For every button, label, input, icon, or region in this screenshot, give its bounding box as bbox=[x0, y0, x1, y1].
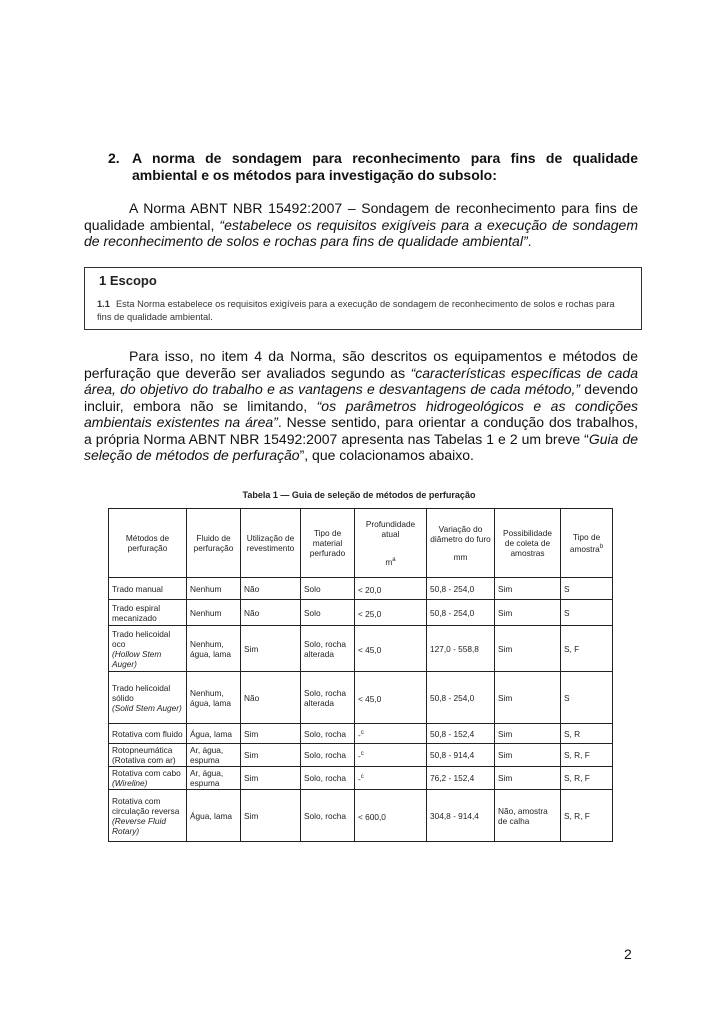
cell-fluid: Nenhum, água, lama bbox=[187, 672, 241, 724]
cell-sampling: Sim bbox=[495, 600, 561, 626]
table-row bbox=[109, 672, 613, 724]
cell-sample-type: S bbox=[561, 672, 613, 724]
methods-text-2: devendo incluir, embora não se limitando, bbox=[84, 381, 638, 414]
cell-fluid: Ar, água, espuma bbox=[187, 744, 241, 767]
section-heading bbox=[108, 150, 638, 184]
cell-casing: Não bbox=[241, 600, 301, 626]
header-sampling: Possibilidade de coleta de amostras bbox=[495, 509, 561, 578]
methods-quote-3: Guia de seleção de métodos de perfuração bbox=[84, 430, 638, 463]
scope-title: 1 Escopo bbox=[99, 273, 157, 288]
cell-sampling: Sim bbox=[495, 724, 561, 744]
header-casing: Utilização de revestimento bbox=[241, 509, 301, 578]
header-depth-unit: $m^a$ bbox=[385, 556, 396, 567]
cell-diameter: 50,8 - 914,4 bbox=[427, 744, 495, 767]
intro-text: A Norma ABNT NBR 15492:2007 – Sondagem de reconhecimento para fins de qualidade ambiental, bbox=[84, 200, 638, 233]
methods-text-3: . Nesse sentido, para orientar a condução dos trabalhos, a própria Norma ABNT NBR 15492:2007 apresenta nas Tabelas 1 e 2 um breve “ bbox=[84, 414, 638, 447]
cell-fluid: Nenhum bbox=[187, 600, 241, 626]
table-row bbox=[109, 790, 613, 842]
cell-sampling: Sim bbox=[495, 626, 561, 672]
cell-diameter: 50,8 - 254,0 bbox=[427, 578, 495, 600]
cell-sampling: Sim bbox=[495, 672, 561, 724]
cell-method: Rotativa com fluido bbox=[109, 724, 187, 744]
header-depth bbox=[355, 509, 427, 578]
cell-diameter: 304,8 - 914,4 bbox=[427, 790, 495, 842]
methods-text-4: ”, que colacionamos abaixo. bbox=[299, 447, 474, 463]
cell-sampling: Sim bbox=[495, 578, 561, 600]
cell-casing: Sim bbox=[241, 767, 301, 790]
header-method: Métodos de perfuração bbox=[109, 509, 187, 578]
section-title: A norma de sondagem para reconhecimento para fins de qualidade ambiental e os métodos para investigação do subsolo: bbox=[132, 150, 638, 183]
table-row bbox=[109, 600, 613, 626]
cell-diameter: 127,0 - 558,8 bbox=[427, 626, 495, 672]
cell-material: Solo, rocha bbox=[301, 724, 355, 744]
cell-fluid: Nenhum bbox=[187, 578, 241, 600]
header-diameter-unit: mm bbox=[453, 552, 468, 562]
intro-quote: “estabelece os requisitos exigíveis para a execução de sondagem de reconhecimento de solos e rochas para fins de qualidade ambiental” bbox=[84, 216, 638, 249]
cell-depth: < 20,0 bbox=[355, 578, 427, 600]
cell-depth: -$^c$ bbox=[355, 724, 427, 744]
table-caption: Tabela 1 — Guia de seleção de métodos de perfuração bbox=[242, 490, 476, 500]
cell-method: Trado helicoidal sólido (Solid Stem Auger) bbox=[109, 672, 187, 724]
cell-casing: Não bbox=[241, 578, 301, 600]
cell-material: Solo, rocha alterada bbox=[301, 672, 355, 724]
table-row bbox=[109, 744, 613, 767]
cell-material: Solo, rocha alterada bbox=[301, 626, 355, 672]
cell-material: Solo, rocha bbox=[301, 767, 355, 790]
cell-material: Solo bbox=[301, 600, 355, 626]
cell-sample-type: S bbox=[561, 578, 613, 600]
cell-diameter: 50,8 - 254,0 bbox=[427, 672, 495, 724]
cell-material: Solo bbox=[301, 578, 355, 600]
header-depth-label: Profundidade atual bbox=[365, 519, 416, 540]
methods-quote-1: “características específicas de cada área, do objetivo do trabalho e as vantagens e desvantagens de cada método,” bbox=[84, 364, 638, 397]
cell-casing: Não bbox=[241, 672, 301, 724]
cell-depth: < 45,0 bbox=[355, 626, 427, 672]
cell-method: Rotativa com circulação reversa (Reverse Fluid Rotary) bbox=[109, 790, 187, 842]
cell-material: Solo, rocha bbox=[301, 744, 355, 767]
cell-sampling: Sim bbox=[495, 767, 561, 790]
table-row bbox=[109, 626, 613, 672]
cell-method: Trado espiral mecanizado bbox=[109, 600, 187, 626]
cell-sample-type: S, F bbox=[561, 626, 613, 672]
cell-depth: -$^c$ bbox=[355, 744, 427, 767]
scope-item bbox=[97, 298, 627, 324]
cell-casing: Sim bbox=[241, 724, 301, 744]
cell-sampling: Sim bbox=[495, 744, 561, 767]
header-diameter-label: Variação do diâmetro do furo bbox=[430, 524, 491, 544]
cell-casing: Sim bbox=[241, 626, 301, 672]
cell-depth: < 600,0 bbox=[355, 790, 427, 842]
cell-casing: Sim bbox=[241, 790, 301, 842]
intro-paragraph bbox=[84, 200, 638, 250]
cell-diameter: 50,8 - 152,4 bbox=[427, 724, 495, 744]
cell-method: Rotopneumática (Rotativa com ar) bbox=[109, 744, 187, 767]
cell-sample-type: S, R bbox=[561, 724, 613, 744]
header-material: Tipo de material perfurado bbox=[301, 509, 355, 578]
cell-sample-type: S, R, F bbox=[561, 744, 613, 767]
cell-sampling: Não, amostra de calha bbox=[495, 790, 561, 842]
header-diameter bbox=[427, 509, 495, 578]
cell-depth: < 45,0 bbox=[355, 672, 427, 724]
scope-item-text: Esta Norma estabelece os requisitos exigíveis para a execução de sondagem de reconhecimento de solos e rochas para fins de qualidade ambiental. bbox=[97, 299, 615, 322]
cell-method: Rotativa com cabo (Wireline) bbox=[109, 767, 187, 790]
methods-paragraph bbox=[84, 348, 638, 464]
methods-text-1: Para isso, no item 4 da Norma, são descritos os equipamentos e métodos de perfuração que deverão ser avaliados segundo as bbox=[84, 348, 638, 381]
table-row bbox=[109, 767, 613, 790]
cell-diameter: 76,2 - 152,4 bbox=[427, 767, 495, 790]
scope-excerpt-box bbox=[84, 267, 642, 330]
cell-material: Solo, rocha bbox=[301, 790, 355, 842]
cell-depth: -$^c$ bbox=[355, 767, 427, 790]
cell-sample-type: S, R, F bbox=[561, 790, 613, 842]
page-number: 2 bbox=[624, 946, 632, 962]
cell-sample-type: S bbox=[561, 600, 613, 626]
cell-casing: Sim bbox=[241, 744, 301, 767]
cell-method: Trado helicoidal oco (Hollow Stem Auger) bbox=[109, 626, 187, 672]
cell-fluid: Nenhum, água, lama bbox=[187, 626, 241, 672]
cell-sample-type: S, R, F bbox=[561, 767, 613, 790]
header-sample-type: Tipo de amostra$^b$ bbox=[561, 509, 613, 578]
cell-method: Trado manual bbox=[109, 578, 187, 600]
table-row bbox=[109, 724, 613, 744]
cell-fluid: Água, lama bbox=[187, 724, 241, 744]
table-row bbox=[109, 578, 613, 600]
methods-quote-2: “os parâmetros hidrogeológicos e as condições ambientais existentes na área” bbox=[84, 397, 638, 430]
scope-item-number: 1.1 bbox=[97, 299, 110, 309]
drilling-methods-table bbox=[108, 508, 613, 842]
cell-fluid: Água, lama bbox=[187, 790, 241, 842]
table-header-row bbox=[109, 509, 613, 578]
cell-depth: < 25,0 bbox=[355, 600, 427, 626]
section-number: 2. bbox=[108, 150, 120, 166]
intro-end: . bbox=[527, 233, 532, 249]
cell-diameter: 50,8 - 254,0 bbox=[427, 600, 495, 626]
header-fluid: Fluido de perfuração bbox=[187, 509, 241, 578]
cell-fluid: Ar, água, espuma bbox=[187, 767, 241, 790]
